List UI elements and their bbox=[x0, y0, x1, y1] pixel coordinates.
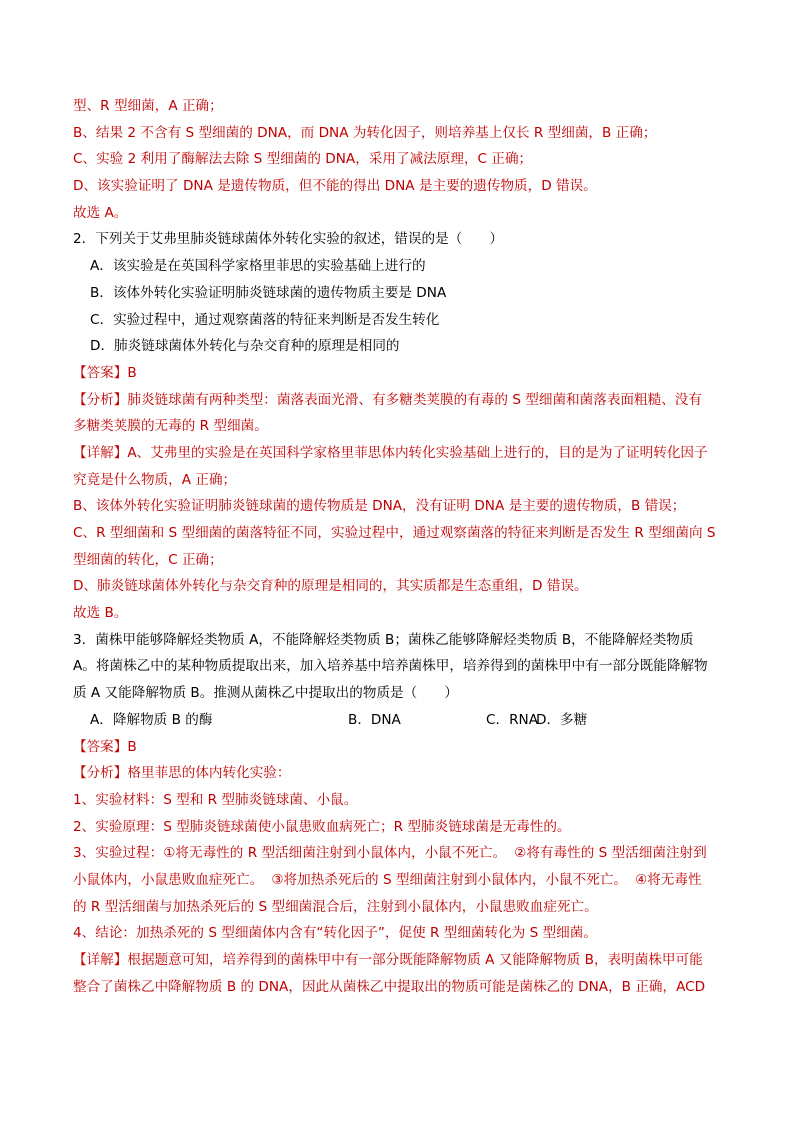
q3-option-b: B．DNA bbox=[348, 711, 401, 728]
q2-option-d: D．肺炎链球菌体外转化与杂交育种的原理是相同的 bbox=[90, 338, 400, 355]
step-text: 将有毒性的 S 型活细菌注射到 bbox=[526, 845, 707, 862]
circled-num: ③ bbox=[271, 871, 284, 888]
q3-analysis-1: 1、实验材料：S 型和 R 型肺炎链球菌、小鼠。 bbox=[73, 791, 358, 808]
prev-line-4: D、该实验证明了 DNA 是遗传物质，但不能的得出 DNA 是主要的遗传物质，D 错误。 bbox=[73, 178, 597, 195]
analysis-text: 格里菲思的体内转化实验： bbox=[127, 765, 291, 782]
detail-text: A、艾弗里的实验是在英国科学家格里菲思体内转化实验基础上进行的，目的是为了证明转化因子 bbox=[127, 444, 708, 461]
circled-num: ① bbox=[163, 845, 176, 862]
q2-detail-3: B、该体外转化实验证明肺炎链球菌的遗传物质是 DNA，没有证明 DNA 是主要的遗传物质，B 错误； bbox=[73, 498, 686, 515]
q3-analysis-2: 2、实验原理：S 型肺炎链球菌使小鼠患败血病死亡；R 型肺炎链球菌是无毒性的。 bbox=[73, 818, 571, 835]
q3-analysis-6: 4、结论：加热杀死的 S 型细菌体内含有“转化因子”，促使 R 型细菌转化为 S 型细菌。 bbox=[73, 925, 597, 942]
document-page bbox=[73, 93, 723, 1000]
prev-line-1: 型、R 型细菌，A 正确； bbox=[73, 98, 223, 114]
q2-detail-6: D、肺炎链球菌体外转化与杂交育种的原理是相同的，其实质都是生态重组，D 错误。 bbox=[73, 578, 588, 595]
analysis-tag: 【分析】 bbox=[73, 391, 128, 408]
q3-options bbox=[73, 707, 723, 734]
q2-detail-1 bbox=[73, 440, 723, 467]
answer-tag: 【答案】 bbox=[73, 738, 128, 755]
q2-option-c: C．实验过程中，通过观察菌落的特征来判断是否发生转化 bbox=[90, 311, 440, 328]
q2-analysis-1 bbox=[73, 387, 723, 414]
q3-stem-2: A。将菌株乙中的某种物质提取出来，加入培养基中培养菌株甲，培养得到的菌株甲中有一部分既能降解物 bbox=[73, 658, 708, 675]
detail-text: 根据题意可知，培养得到的菌株甲中有一部分既能降解物质 A 又能降解物质 B，表明菌株甲可能 bbox=[127, 952, 703, 968]
q3-option-d: D．多糖 bbox=[536, 711, 588, 728]
q3-analysis-0 bbox=[73, 760, 723, 787]
q3-analysis-5: 的 R 型活细菌与加热杀死后的 S 型细菌混合后，注射到小鼠体内，小鼠患败血症死亡。 bbox=[73, 898, 598, 915]
circled-num: ④ bbox=[635, 871, 648, 888]
q3-stem-3: 质 A 又能降解物质 B。推测从菌株乙中提取出的物质是（ ） bbox=[73, 685, 459, 702]
q3-option-c: C．RNA bbox=[486, 711, 538, 728]
detail-tag: 【详解】 bbox=[73, 952, 128, 968]
q2-option-b: B．该体外转化实验证明肺炎链球菌的遗传物质主要是 DNA bbox=[90, 284, 447, 301]
q3-answer bbox=[73, 734, 723, 761]
q3-option-a: A．降解物质 B 的酶 bbox=[90, 711, 213, 728]
q3-stem-1: 3．菌株甲能够降解烃类物质 A，不能降解烃类物质 B；菌株乙能够降解烃类物质 B，不能降解烃类物质 bbox=[73, 631, 694, 648]
step-text: 将加热杀死后的 S 型细菌注射到小鼠体内，小鼠不死亡。 bbox=[283, 871, 628, 888]
answer-tag: 【答案】 bbox=[73, 364, 128, 381]
q2-stem: 2．下列关于艾弗里肺炎链球菌体外转化实验的叙述，错误的是（ ） bbox=[73, 231, 504, 248]
q2-analysis-2: 多糖类荚膜的无毒的 R 型细菌。 bbox=[73, 418, 268, 435]
analysis-text: 肺炎链球菌有两种类型：菌落表面光滑、有多糖类荚膜的有毒的 S 型细菌和菌落表面粗糙、没有 bbox=[127, 391, 702, 408]
step-text: 将无毒性 bbox=[647, 871, 702, 888]
q3-analysis-4 bbox=[73, 867, 723, 894]
prev-line-3: C、实验 2 利用了酶解法去除 S 型细菌的 DNA，采用了减法原理，C 正确； bbox=[73, 151, 533, 168]
q3-analysis-3 bbox=[73, 840, 723, 867]
step-text: 将无毒性的 R 型活细菌注射到小鼠体内，小鼠不死亡。 bbox=[175, 845, 507, 862]
circled-num: ② bbox=[514, 845, 527, 862]
prev-choose: 故选 A。 bbox=[73, 204, 128, 221]
q3-detail-1 bbox=[73, 947, 723, 974]
prev-line-2: B、结果 2 不含有 S 型细菌的 DNA，而 DNA 为转化因子，则培养基上仅长 R 型细菌，B 正确； bbox=[73, 124, 657, 141]
q2-answer bbox=[73, 360, 723, 387]
q2-detail-5: 型细菌的转化，C 正确； bbox=[73, 551, 223, 568]
answer-value: B bbox=[127, 364, 137, 381]
answer-value: B bbox=[127, 738, 137, 755]
q2-option-a: A．该实验是在英国科学家格里菲思的实验基础上进行的 bbox=[90, 258, 426, 275]
step-text: 小鼠体内，小鼠患败血症死亡。 bbox=[73, 871, 264, 888]
q3-detail-2: 整合了菌株乙中降解物质 B 的 DNA，因此从菌株乙中提取出的物质可能是菌株乙的 DNA，B 正确，ACD bbox=[73, 978, 706, 995]
q2-detail-2: 究竟是什么物质，A 正确； bbox=[73, 471, 237, 488]
step-label: 3、实验过程： bbox=[73, 845, 164, 862]
q2-detail-4: C、R 型细菌和 S 型细菌的菌落特征不同，实验过程中，通过观察菌落的特征来判断是否发生 R 型细菌向 S bbox=[73, 525, 716, 541]
analysis-tag: 【分析】 bbox=[73, 765, 128, 782]
q2-choose: 故选 B。 bbox=[73, 605, 128, 622]
detail-tag: 【详解】 bbox=[73, 444, 128, 461]
